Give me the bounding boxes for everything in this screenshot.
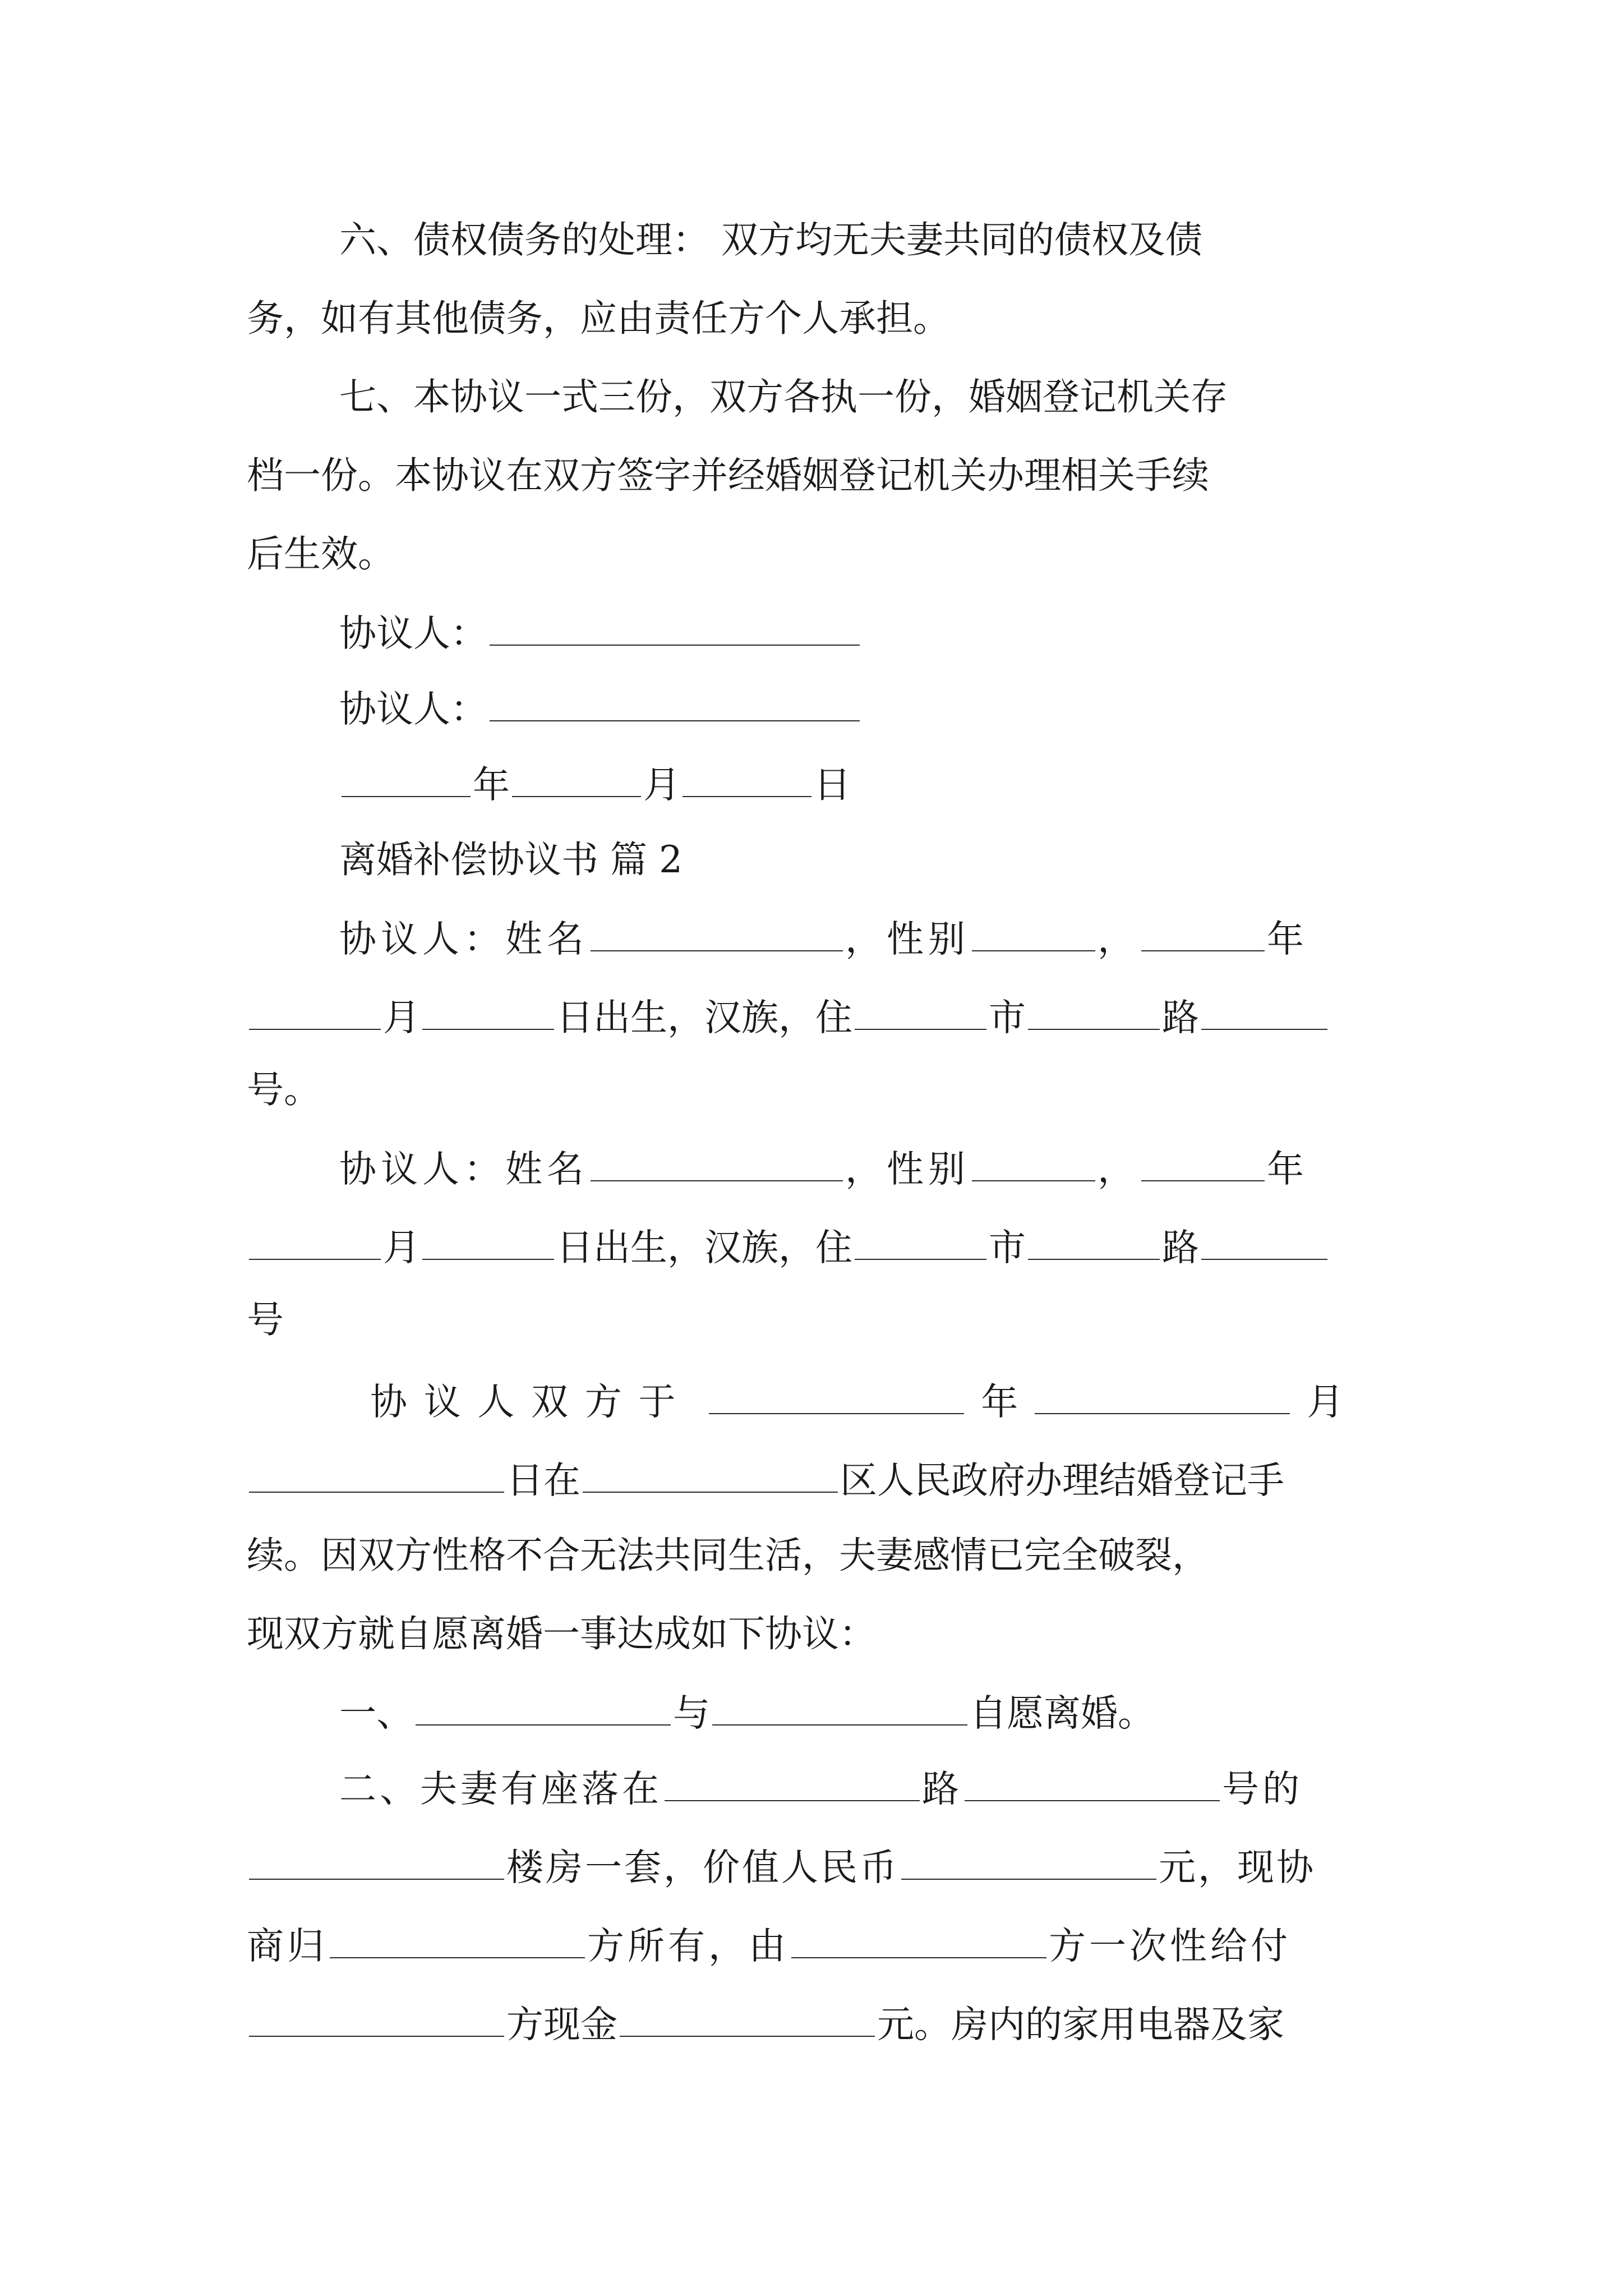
signature-blank[interactable]: [490, 687, 860, 721]
line-text: 与: [673, 1691, 710, 1735]
line-text: 元。房内的家用电器及家: [877, 2003, 1284, 2046]
party-b-blank[interactable]: [712, 1691, 967, 1726]
gender-blank[interactable]: [972, 1147, 1095, 1181]
text-line: [247, 1298, 284, 1341]
line-text: ，: [1098, 1147, 1139, 1191]
cash-blank[interactable]: [620, 2003, 875, 2037]
year-blank[interactable]: [709, 1380, 964, 1414]
year-blank[interactable]: [1141, 917, 1265, 951]
road-blank[interactable]: [665, 1767, 920, 1801]
line-text: 务，如有其他债务，应由责任方个人承担。: [247, 297, 950, 340]
district-blank[interactable]: [583, 1458, 838, 1493]
line-text: 续。因双方性格不合无法共同生活，夫妻感情已完全破裂，: [247, 1534, 1209, 1577]
section-heading: [339, 838, 683, 881]
number-blank[interactable]: [965, 1767, 1220, 1801]
date-line: [339, 763, 851, 807]
line-text: 月: [383, 996, 420, 1039]
line-text: 方一次性给付: [1049, 1924, 1291, 1968]
line-text: 一、: [339, 1691, 413, 1735]
line-text: 路: [922, 1767, 962, 1811]
text-line: [247, 1458, 1284, 1502]
line-text: 六、债权债务的处理： 双方均无夫妻共同的债权及债: [339, 218, 1202, 261]
line-text: 号: [247, 1298, 284, 1341]
text-line: [247, 1612, 876, 1655]
day-label: 日: [814, 763, 851, 807]
name-blank[interactable]: [591, 1147, 843, 1181]
text-line: [339, 375, 1228, 418]
month-blank[interactable]: [512, 763, 641, 797]
line-text: 路: [1162, 996, 1199, 1039]
line-text: 年: [1267, 917, 1308, 961]
text-line: [247, 532, 395, 576]
party-line: [339, 1147, 1308, 1191]
day-blank[interactable]: [422, 996, 554, 1030]
heading-text: 离婚补偿协议书 篇 2: [339, 838, 683, 881]
clause-line: [339, 1691, 1155, 1735]
signature-blank[interactable]: [490, 611, 860, 646]
line-text: 号的: [1222, 1767, 1303, 1811]
signature-label: 协议人：: [339, 611, 487, 655]
line-text: 市: [989, 1226, 1026, 1269]
line-text: 自愿离婚。: [970, 1691, 1155, 1735]
owner-blank[interactable]: [330, 1924, 585, 1958]
number-blank[interactable]: [1201, 1226, 1327, 1260]
line-text: 现双方就自愿离婚一事达成如下协议：: [247, 1612, 876, 1655]
line-text: 区人民政府办理结婚登记手: [840, 1458, 1284, 1502]
line-text: 月: [1307, 1380, 1344, 1424]
month-blank[interactable]: [249, 1226, 381, 1260]
city-blank[interactable]: [855, 1226, 986, 1260]
day-blank[interactable]: [683, 763, 811, 797]
line-text: 年: [1267, 1147, 1308, 1191]
month-blank[interactable]: [1035, 1380, 1290, 1414]
month-blank[interactable]: [249, 996, 381, 1030]
line-text: 方现金: [506, 2003, 617, 2046]
line-text: 协议人双方于: [370, 1380, 693, 1424]
text-line: [247, 297, 950, 340]
party-line: [339, 917, 1308, 961]
line-text: 年: [981, 1380, 1018, 1424]
party-line: [247, 1226, 1330, 1269]
line-text: 后生效。: [247, 532, 395, 576]
line-text: 号。: [247, 1068, 321, 1111]
line-text: ，性别: [845, 1147, 970, 1191]
line-text: 日出生，汉族，住: [556, 996, 852, 1039]
year-blank[interactable]: [342, 763, 471, 797]
year-blank[interactable]: [1141, 1147, 1265, 1181]
line-text: 月: [383, 1226, 420, 1269]
text-line: [247, 1924, 1291, 1968]
line-text: 七、本协议一式三份，双方各执一份，婚姻登记机关存: [339, 375, 1228, 418]
text-line: [247, 1846, 1316, 1889]
line-text: 方所有，由: [587, 1924, 789, 1968]
line-text: 路: [1162, 1226, 1199, 1269]
text-line: [247, 2003, 1284, 2046]
text-line: [247, 454, 1209, 497]
month-label: 月: [643, 763, 680, 807]
line-text: 日在: [506, 1458, 580, 1502]
road-blank[interactable]: [1028, 996, 1160, 1030]
payer-blank[interactable]: [791, 1924, 1046, 1958]
gender-blank[interactable]: [972, 917, 1095, 951]
building-blank[interactable]: [249, 1846, 504, 1880]
line-text: 楼房一套，价值人民币: [506, 1846, 899, 1889]
text-line: [247, 1534, 1209, 1577]
value-blank[interactable]: [901, 1846, 1156, 1880]
signature-line: [339, 687, 862, 731]
payee-blank[interactable]: [249, 2003, 504, 2037]
number-blank[interactable]: [1201, 996, 1327, 1030]
line-text: 商归: [247, 1924, 328, 1968]
marriage-date-line: [370, 1380, 1344, 1424]
line-text: 市: [989, 996, 1026, 1039]
year-label: 年: [473, 763, 510, 807]
name-blank[interactable]: [591, 917, 843, 951]
line-text: 二、夫妻有座落在: [339, 1767, 662, 1811]
signature-label: 协议人：: [339, 687, 487, 731]
line-text: 元，现协: [1159, 1846, 1316, 1889]
text-line: [339, 218, 1202, 261]
line-text: 协议人：姓名: [339, 917, 588, 961]
line-text: 档一份。本协议在双方签字并经婚姻登记机关办理相关手续: [247, 454, 1209, 497]
line-text: ，性别: [845, 917, 970, 961]
road-blank[interactable]: [1028, 1226, 1160, 1260]
signature-line: [339, 611, 862, 655]
day-blank[interactable]: [249, 1458, 504, 1493]
day-blank[interactable]: [422, 1226, 554, 1260]
text-line: [247, 1068, 321, 1111]
clause-line: [339, 1767, 1303, 1811]
line-text: ，: [1098, 917, 1139, 961]
city-blank[interactable]: [855, 996, 986, 1030]
party-a-blank[interactable]: [416, 1691, 671, 1726]
line-text: 日出生，汉族，住: [556, 1226, 852, 1269]
party-line: [247, 996, 1330, 1039]
line-text: 协议人：姓名: [339, 1147, 588, 1191]
